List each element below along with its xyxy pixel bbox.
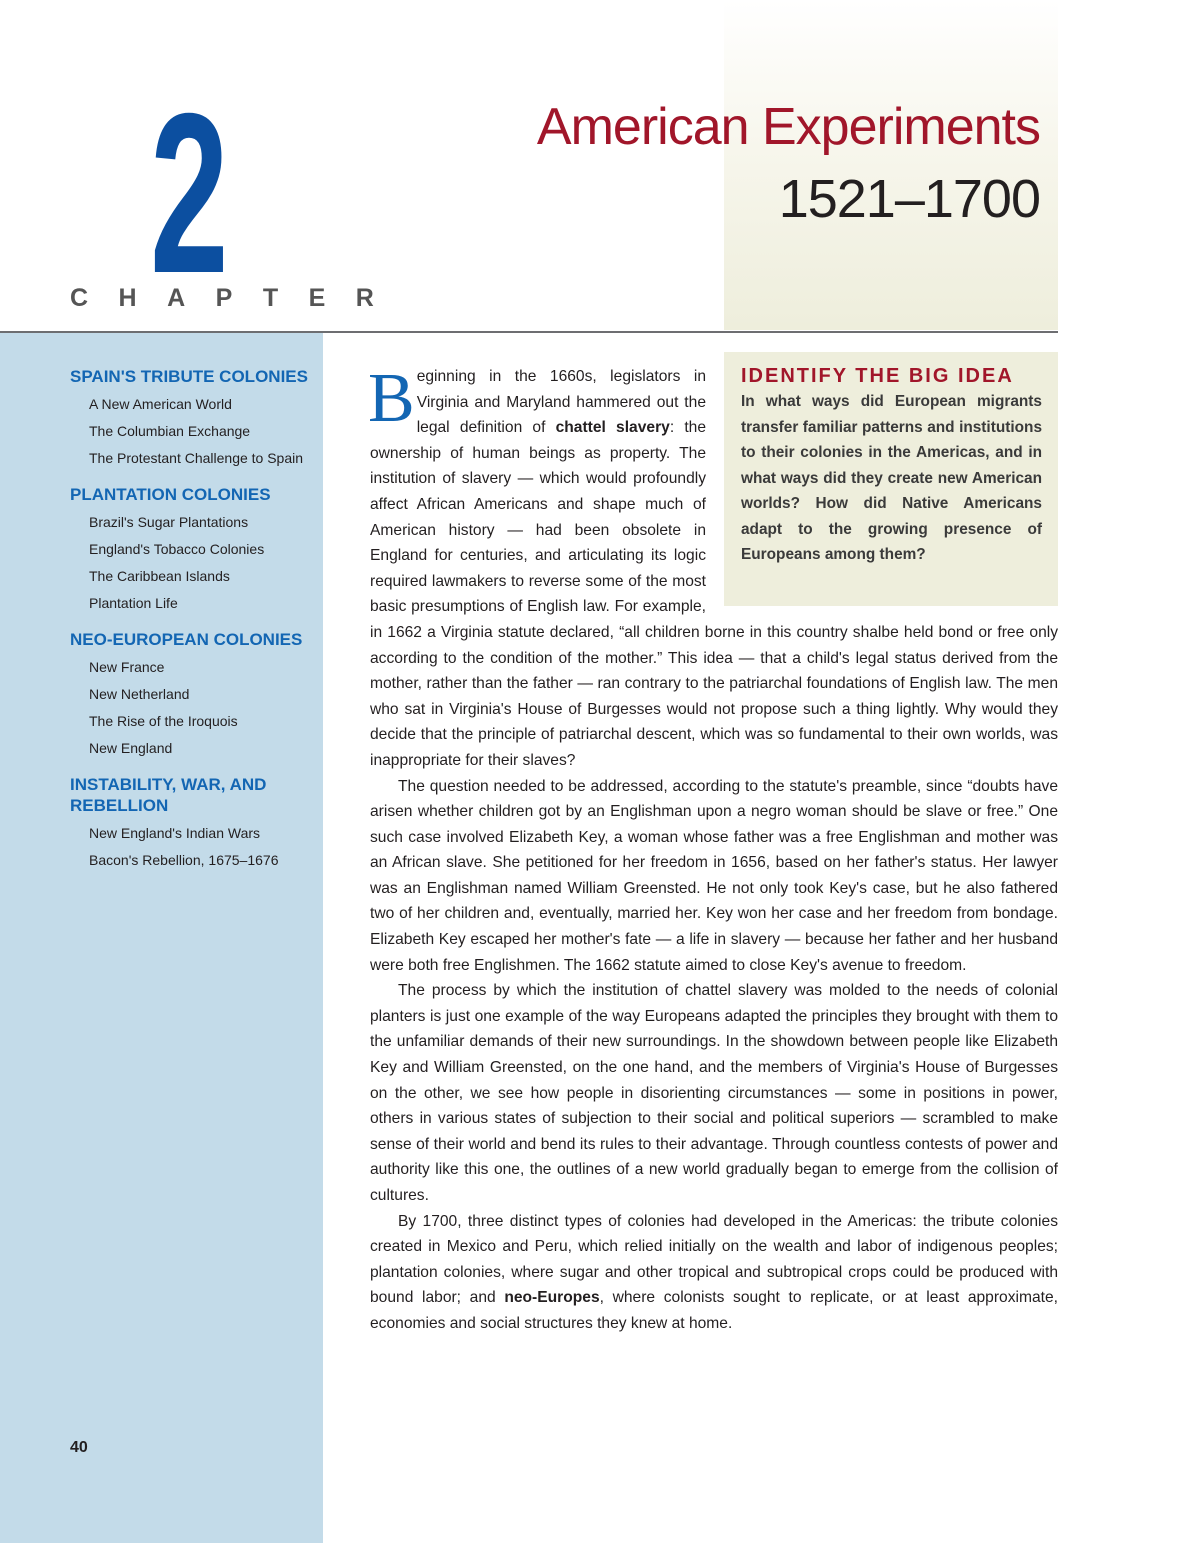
chapter-dates: 1521–1700	[778, 169, 1040, 229]
toc-item: The Protestant Challenge to Spain	[89, 450, 304, 466]
paragraph-text: : the ownership of human beings as property. The institution of slavery — which would profoundly affect African Americans and shape much of American history — had been obsolete in England for centuries, and articulating its logic required lawmakers to reverse some of the most basic presumptions of English law. For example, in 1662 a Virginia statute declared, “all children borne in this country shalbe held bond or free only according to the condition of the mother.” This idea — that a child's legal status derived from the mother, rather than the father — ran contrary to the patriarchal foundations of English law. The men who sat in Virginia's House of Burgesses would not propose such a thing lightly. Why would they decide that the principle of patriarchal descent, which was so fundamental to their own worlds, was inappropriate for their slaves?	[370, 419, 1058, 769]
chapter-introduction	[368, 360, 1058, 1337]
paragraph: The question needed to be addressed, according to the statute's preamble, since “doubts have arisen whether children got by an Englishman upon a negro woman should be slave or free.” One such case involved Elizabeth Key, a woman whose father was a free Englishman and mother was an African slave. She petitioned for her freedom in 1656, based on her father's status. Her lawyer was an Englishman named William Greensted. He not only took Key's case, but he also fathered two of her children and, eventually, married her. Key won her case and her freedom from bondage. Elizabeth Key escaped her mother's fate — a life in slavery — because her father and her husband were both free Englishmen. The 1662 statute aimed to close Key's avenue to freedom.	[370, 777, 1058, 974]
toc-item: New Netherland	[89, 686, 190, 702]
toc-section	[70, 774, 310, 871]
toc-item: The Rise of the Iroquois	[89, 713, 238, 729]
title-background	[724, 0, 1058, 330]
toc-section	[70, 484, 310, 614]
key-term: neo-Europes	[504, 1289, 600, 1307]
toc-item: A New American World	[89, 396, 232, 412]
toc-item: New France	[89, 659, 165, 675]
paragraph: The process by which the institution of chattel slavery was molded to the needs of colonial planters is just one example of the way Europeans adapted the principles they brought with them to the unfamiliar demands of their new surroundings. In the showdown between people like Elizabeth Key and William Greensted, on the one hand, and the members of Virginia's House of Burgesses on the other, we see how people in disorienting circumstances — some in positions in power, others in various states of subjection to their social and political superiors — scrambled to make sense of their world and bend its rules to their advantage. Through countless contests of power and authority like this one, the outlines of a new world gradually began to emerge from the collision of cultures.	[370, 982, 1058, 1204]
toc-item: England's Tobacco Colonies	[89, 541, 265, 557]
chapter-outline	[70, 366, 310, 886]
toc-item: New England's Indian Wars	[89, 825, 261, 841]
paragraph-text: , where colonists sought to replicate, or at least approximate, economies and social structures they knew at home.	[370, 1289, 1058, 1332]
big-idea-heading: IDENTIFY THE BIG IDEA	[741, 365, 1014, 387]
toc-section	[70, 366, 310, 469]
toc-item: The Columbian Exchange	[89, 423, 251, 439]
toc-section-heading: PLANTATION COLONIES	[70, 485, 271, 504]
paragraph-text: By 1700, three distinct types of colonies had developed in the Americas: the tribute colonies created in Mexico and Peru, which relied initially on the wealth and labor of indigenous peoples; plantation colonies, where sugar and other tropical and subtropical crops could be produced with bound labor; and	[370, 1212, 1058, 1307]
big-idea-question: In what ways did European migrants transfer familiar patterns and institutions to their colonies in the Americas, and in what ways did they create new American worlds? How did Native Americans adapt to the growing presence of Europeans among them?	[741, 393, 1042, 563]
paragraph	[370, 1209, 1058, 1337]
toc-section-heading: NEO-EUROPEAN COLONIES	[70, 630, 303, 649]
drop-cap: B	[368, 360, 415, 437]
chapter-title: American Experiments	[536, 98, 1040, 156]
toc-item: Brazil's Sugar Plantations	[89, 514, 249, 530]
page-number: 40	[70, 1439, 88, 1456]
toc-section-heading: SPAIN'S TRIBUTE COLONIES	[70, 367, 308, 386]
chapter-number: 2	[150, 67, 227, 321]
toc-section-heading: INSTABILITY, WAR, AND REBELLION	[70, 775, 267, 815]
big-idea-spacer	[706, 364, 1058, 614]
toc-item: The Caribbean Islands	[89, 568, 230, 584]
chapter-label: CHAPTER	[70, 284, 405, 312]
paragraph-text: eginning in the 1660s, legislators in Virginia and Maryland hammered out the legal definition of	[416, 368, 706, 437]
toc-section	[70, 629, 310, 759]
key-term: chattel slavery	[555, 419, 670, 437]
toc-item: Plantation Life	[89, 595, 178, 611]
toc-item: New England	[89, 740, 173, 756]
toc-item: Bacon's Rebellion, 1675–1676	[89, 852, 279, 868]
